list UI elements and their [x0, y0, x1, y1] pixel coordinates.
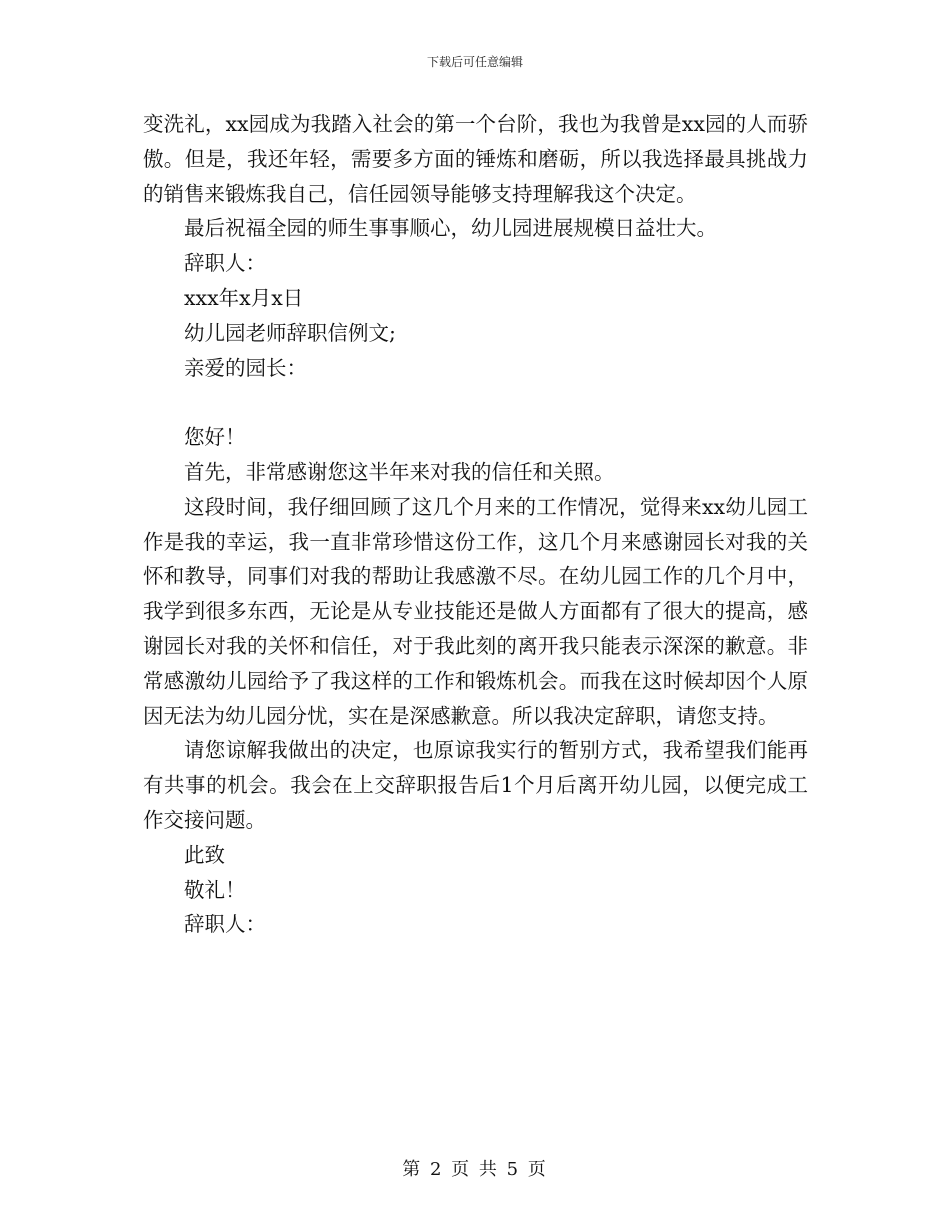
page-number: 第 2 页 共 5 页 — [402, 1159, 548, 1180]
paragraph-blessing: 最后祝福全园的师生事事顺心，幼儿园进展规模日益壮大。 — [184, 216, 717, 241]
page-header: 下载后可任意编辑 — [426, 55, 523, 69]
greeting: 您好！ — [184, 425, 246, 450]
signature-label: 辞职人： — [184, 251, 266, 276]
closing-signature-label: 辞职人： — [184, 912, 266, 937]
closing-phrase: 此致 — [184, 842, 225, 867]
example-title: 幼儿园老师辞职信例文; — [184, 320, 396, 345]
closing-salute: 敬礼！ — [184, 877, 246, 902]
paragraph-request: 请您谅解我做出的决定，也原谅我实行的暂别方式，我希望我们能再有共事的机会。我会在上交辞职报告后1个月后离开幼儿园，以便完成工作交接问题。 — [143, 738, 808, 832]
paragraph-reflection: 这段时间，我仔细回顾了这几个月来的工作情况，觉得来xx幼儿园工作是我的幸运，我一直非常珍惜这份工作，这几个月来感谢园长对我的关怀和教导，同事们对我的帮助让我感激不尽。在幼儿园工作的几个月中，我学到很多东西，无论是从专业技能还是做人方面都有了很大的提高，感谢园长对我的关怀和信任，对于我此刻的离开我只能表示深深的歉意。非常感激幼儿园给予了我这样的工作和锻炼机会。而我在这时候却因个人原因无法为幼儿园分忧，实在是深感歉意。所以我决定辞职，请您支持。 — [143, 494, 808, 728]
paragraph-thanks: 首先，非常感谢您这半年来对我的信任和关照。 — [184, 459, 615, 484]
date-line: xxx年x月x日 — [184, 285, 304, 310]
blank-line — [143, 385, 808, 420]
paragraph-continuation: 变洗礼，xx园成为我踏入社会的第一个台阶，我也为我曾是xx园的人而骄傲。但是，我还年轻，需要多方面的锤炼和磨砺，所以我选择最具挑战力的销售来锻炼我自己，信任园领导能够支持理解我这个决定。 — [143, 112, 808, 206]
letter-body — [143, 107, 808, 942]
salutation: 亲爱的园长： — [184, 355, 307, 380]
